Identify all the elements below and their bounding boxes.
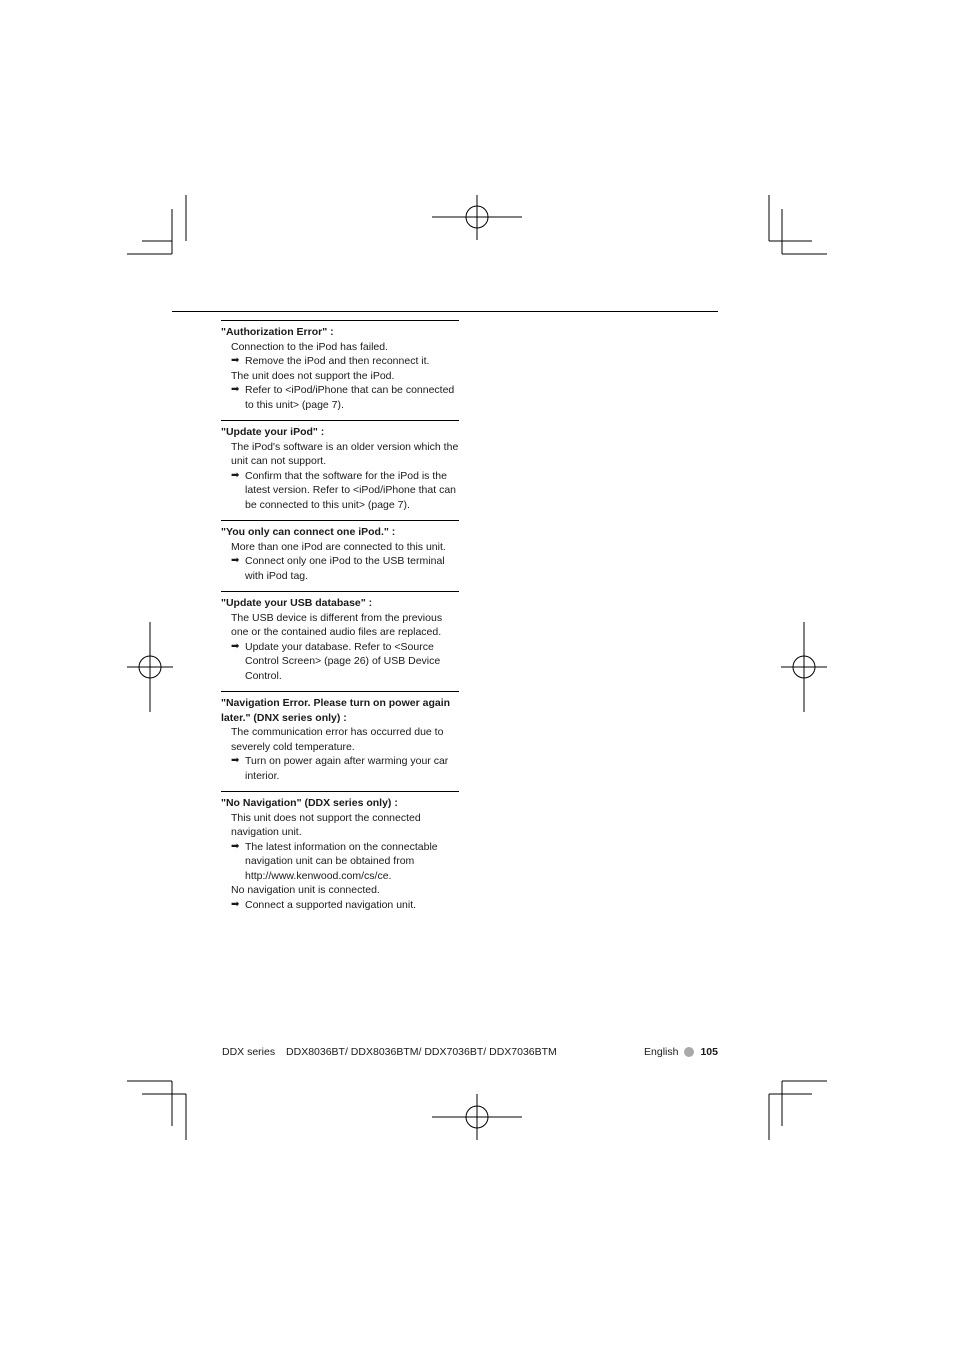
arrow-right-icon: ➡ bbox=[231, 840, 240, 852]
registration-target-top bbox=[432, 195, 522, 240]
remedy-text: The latest information on the connectable navigation unit can be obtained from http://www.kenwood.com/cs/ce. bbox=[245, 840, 438, 882]
footer-language: English bbox=[644, 1046, 679, 1058]
language-dot-icon bbox=[684, 1047, 694, 1057]
error-entry bbox=[221, 520, 459, 591]
error-cause: The communication error has occurred due to severely cold temperature. bbox=[231, 726, 444, 753]
error-cause: Connection to the iPod has failed. bbox=[231, 340, 389, 353]
arrow-right-icon: ➡ bbox=[231, 469, 240, 481]
error-remedy bbox=[221, 469, 459, 513]
error-cause: More than one iPod are connected to this unit. bbox=[231, 540, 446, 553]
error-remedy bbox=[221, 354, 459, 369]
arrow-right-icon: ➡ bbox=[231, 355, 240, 366]
registration-target-bottom bbox=[432, 1094, 522, 1140]
arrow-right-icon: ➡ bbox=[231, 640, 240, 652]
registration-target-right bbox=[781, 622, 827, 712]
error-message-list bbox=[221, 320, 459, 920]
remedy-text: Connect a supported navigation unit. bbox=[245, 898, 417, 911]
error-remedy bbox=[221, 640, 459, 684]
error-cause: The USB device is different from the previous one or the contained audio files are replaced. bbox=[231, 611, 443, 638]
error-cause: This unit does not support the connected navigation unit. bbox=[231, 811, 421, 838]
registration-target-left bbox=[127, 622, 173, 712]
error-remedy bbox=[221, 554, 459, 583]
error-entry bbox=[221, 420, 459, 520]
remedy-text: Turn on power again after warming your car interior. bbox=[245, 755, 449, 782]
error-title: "You only can connect one iPod." : bbox=[221, 526, 396, 538]
footer-models bbox=[222, 1045, 557, 1059]
error-title: "Authorization Error" : bbox=[221, 326, 334, 338]
error-title: "No Navigation" (DDX series only) : bbox=[221, 797, 398, 809]
remedy-text: Refer to <iPod/iPhone that can be connected to this unit> (page 7). bbox=[245, 384, 455, 411]
error-remedy bbox=[221, 840, 459, 884]
arrow-right-icon: ➡ bbox=[231, 898, 240, 910]
error-entry bbox=[221, 591, 459, 691]
footer-series: DDX series bbox=[222, 1046, 276, 1058]
remedy-text: Remove the iPod and then reconnect it. bbox=[245, 355, 430, 367]
arrow-right-icon: ➡ bbox=[231, 755, 240, 766]
header-rule bbox=[172, 311, 718, 312]
error-entry bbox=[221, 691, 459, 791]
footer-page-info bbox=[644, 1045, 718, 1059]
remedy-text: Connect only one iPod to the USB terminal with iPod tag. bbox=[245, 555, 445, 582]
remedy-text: Update your database. Refer to <Source Control Screen> (page 26) of USB Device Control. bbox=[245, 640, 441, 682]
error-cause: No navigation unit is connected. bbox=[231, 884, 380, 896]
error-cause: The unit does not support the iPod. bbox=[231, 369, 395, 382]
arrow-right-icon: ➡ bbox=[231, 555, 240, 566]
page-number: 105 bbox=[700, 1046, 718, 1058]
error-entry bbox=[221, 791, 459, 920]
error-title: "Update your iPod" : bbox=[221, 426, 325, 438]
error-entry bbox=[221, 320, 459, 420]
remedy-text: Confirm that the software for the iPod is the latest version. Refer to <iPod/iPhone that can be connected to this unit> (page 7). bbox=[245, 469, 456, 511]
error-remedy bbox=[221, 898, 459, 913]
error-title: "Navigation Error. Please turn on power again later." (DNX series only) : bbox=[221, 697, 451, 724]
footer-model-list: DDX8036BT/ DDX8036BTM/ DDX7036BT/ DDX7036BTM bbox=[286, 1046, 557, 1058]
error-title: "Update your USB database" : bbox=[221, 597, 373, 609]
error-remedy bbox=[221, 754, 459, 783]
arrow-right-icon: ➡ bbox=[231, 384, 240, 395]
error-remedy bbox=[221, 383, 459, 412]
error-cause: The iPod's software is an older version which the unit can not support. bbox=[231, 440, 459, 467]
